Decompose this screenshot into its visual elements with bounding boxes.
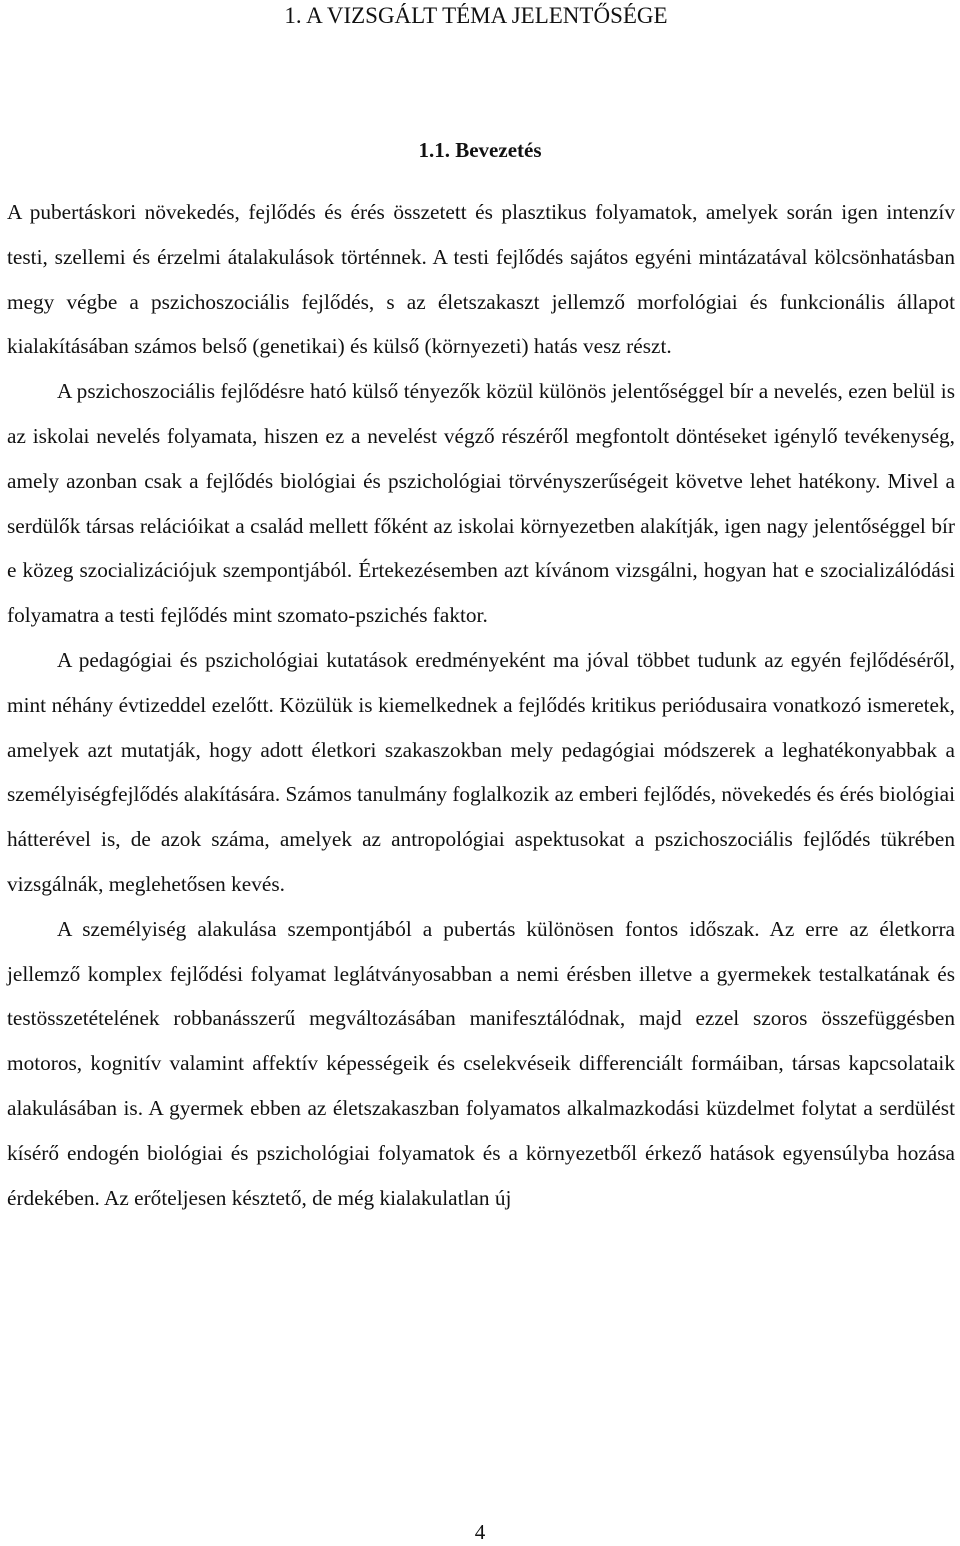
paragraph-3: A pedagógiai és pszichológiai kutatások eredményeként ma jóval többet tudunk az egyén fejlődéséről, mint néhány évtizeddel ezelőtt. Közülük is kiemelkednek a fejlődés kritikus periódusaira vonatkozó ismeretek, amelyek azt mutatják, hogy adott életkori szakaszokban mely pedagógiai módszerek a leghatékonyabbak a személyiségfejlődés alakítására. Számos tanulmány foglalkozik az emberi fejlődés, növekedés és érés biológiai hátterével is, de azok száma, amelyek az antropológiai aspektusokat a pszichoszociális fejlődés tükrében vizsgálnák, meglehetősen kevés. [7,647,955,896]
paragraph-2: A pszichoszociális fejlődésre ható külső tényezők közül különös jelentőséggel bír a nevelés, ezen belül is az iskolai nevelés folyamata, hiszen ez a nevelést végző részéről megfontolt döntéseket igénylő tevékenység, amely azonban csak a fejlődés biológiai és pszichológiai törvényszerűségeit követve lehet hatékony. Mivel a serdülők társas relációikat a család mellett főként az iskolai környezetben alakítják, igen nagy jelentőséggel bír e közeg szocializációjuk szempontjából. Értekezésemben azt kívánom vizsgálni, hogyan hat e szocializálódási folyamatra a testi fejlődés mint szomato-pszichés faktor. [7,379,955,628]
page-number: 4 [474,1520,486,1544]
paragraph-1: A pubertáskori növekedés, fejlődés és érés összetett és plasztikus folyamatok, amelyek során igen intenzív testi, szellemi és érzelmi átalakulások történnek. A testi fejlődés sajátos egyéni mintázatával kölcsönhatásban megy végbe a pszichoszociális fejlődés, s az életszakaszt jellemző morfológiai és funkcionális állapot kialakításában számos belső (genetikai) és külső (környezeti) hatás vesz részt. [7,200,955,359]
paragraph-4: A személyiség alakulása szempontjából a pubertás különösen fontos időszak. Az erre az életkorra jellemző komplex fejlődési folyamat leglátványosabban a nemi érésben illetve a gyermekek testalkatának és testösszetételének robbanásszerű megváltozásában manifesztálódnak, majd ezzel szoros összefüggésben motoros, kognitív valamint affektív képességeik és cselekvéseik differenciált formáiban, társas kapcsolataik alakulásában is. A gyermek ebben az életszakaszban folyamatos alkalmazkodási küzdelmet folytat a serdülést kísérő endogén biológiai és pszichológiai folyamatok és a környezetből érkező hatások egyensúlyba hozása érdekében. Az erőteljesen késztető, de még kialakulatlan új [7,916,955,1210]
section-title: 1.1. Bevezetés [418,138,542,162]
body-text [7,190,955,1220]
chapter-title [0,2,960,30]
chapter-title-text: 1. A VIZSGÁLT TÉMA JELENTŐSÉGE [284,3,668,28]
